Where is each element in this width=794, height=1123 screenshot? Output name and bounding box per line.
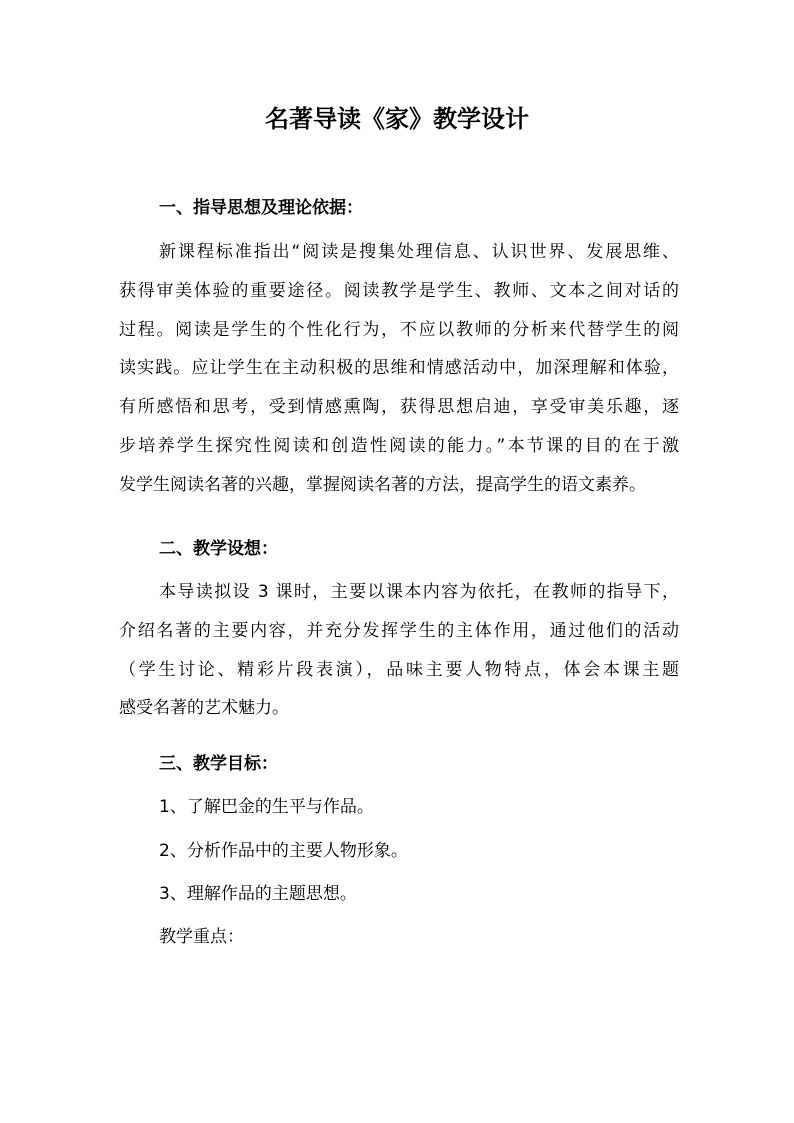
document-title: 名著导读《家》教学设计 (265, 105, 529, 133)
goal-item: 1、了解巴金的生平与作品。 (159, 797, 374, 817)
paragraph-line: 介绍名著的主要内容，并充分发挥学生的主体作用，通过他们的活动 (119, 620, 679, 641)
paragraph-line: 本导读拟设 3 课时，主要以课本内容为依托，在教师的指导下， (159, 582, 679, 602)
paragraph-line: 发学生阅读名著的兴趣，掌握阅读名著的方法，提高学生的语文素养。 (119, 474, 646, 495)
paragraph-line: （学生讨论、精彩片段表演），品味主要人物特点，体会本课主题 (119, 659, 679, 680)
paragraph-line: 获得审美体验的重要途径。阅读教学是学生、教师、文本之间对话的 (119, 280, 679, 301)
goal-item: 2、分析作品中的主要人物形象。 (159, 841, 408, 861)
teaching-focus-label: 教学重点： (159, 927, 244, 947)
paragraph-guiding-ideas (119, 233, 679, 505)
paragraph-teaching-concept (119, 573, 679, 728)
goal-item: 3、理解作品的主题思想。 (159, 884, 357, 904)
paragraph-line: 步培养学生探究性阅读和创造性阅读的能力。”本节课的目的在于激 (119, 435, 679, 456)
paragraph-line: 过程。阅读是学生的个性化行为，不应以教师的分析来代替学生的阅 (119, 319, 679, 340)
paragraph-line: 读实践。应让学生在主动积极的思维和情感活动中，加深理解和体验， (119, 358, 679, 379)
paragraph-line: 感受名著的艺术魅力。 (119, 698, 289, 719)
section-heading-teaching-concept: 二、教学设想： (159, 539, 278, 559)
section-heading-teaching-goals: 三、教学目标： (159, 754, 278, 774)
paragraph-line: 有所感悟和思考，受到情感熏陶，获得思想启迪，享受审美乐趣，逐 (119, 397, 679, 418)
paragraph-line: 新课程标准指出“阅读是搜集处理信息、认识世界、发展思维、 (159, 242, 679, 262)
section-heading-guiding-ideas: 一、指导思想及理论依据： (159, 198, 363, 218)
